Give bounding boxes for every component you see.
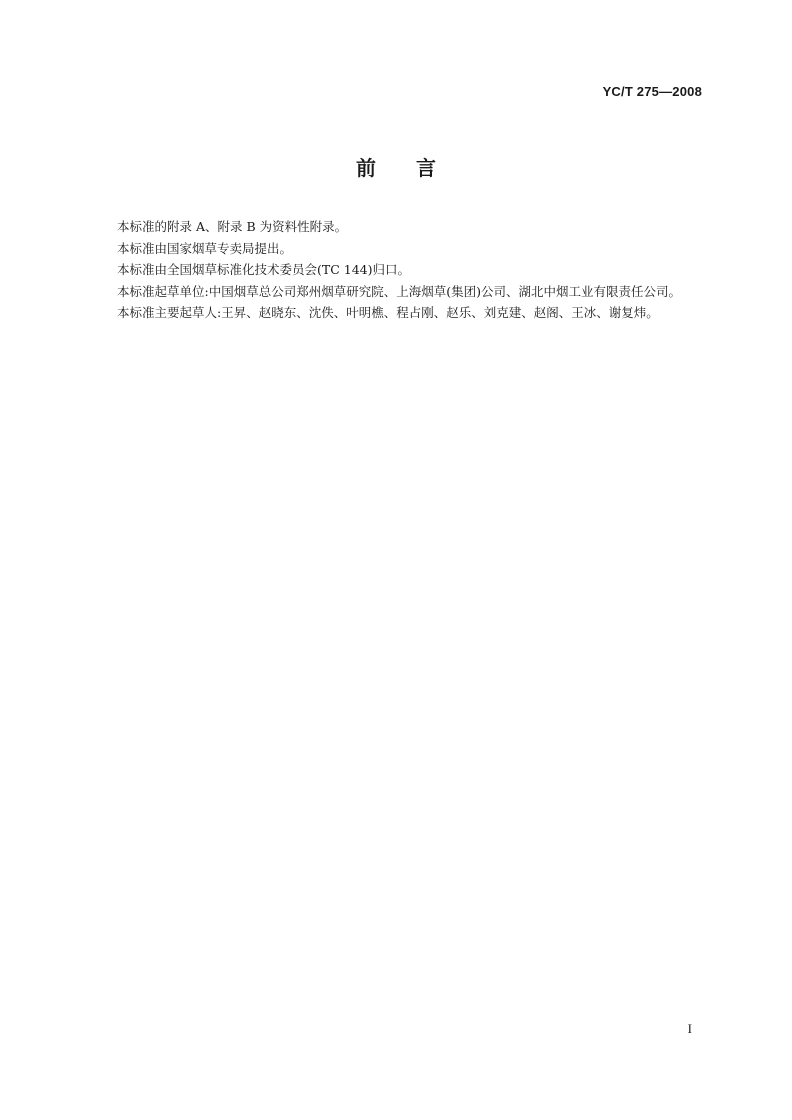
paragraph-appendix: 本标准的附录 A、附录 B 为资料性附录。	[117, 219, 348, 234]
page-number: I	[687, 1021, 692, 1036]
paragraph-proposer: 本标准由国家烟草专卖局提出。	[117, 240, 293, 256]
standard-code: YC/T 275—2008	[602, 84, 702, 99]
foreword-body	[90, 216, 702, 324]
page-title: 前言	[356, 156, 476, 180]
paragraph-drafting-units: 本标准起草单位:中国烟草总公司郑州烟草研究院、上海烟草(集团)公司、湖北中烟工业有限责任公司。	[117, 283, 681, 299]
paragraph-committee: 本标准由全国烟草标准化技术委员会(TC 144)归口。	[117, 262, 410, 277]
paragraph-drafters: 本标准主要起草人:王昇、赵晓东、沈佚、叶明樵、程占刚、赵乐、刘克建、赵阁、王冰、谢复炜。	[117, 305, 659, 320]
